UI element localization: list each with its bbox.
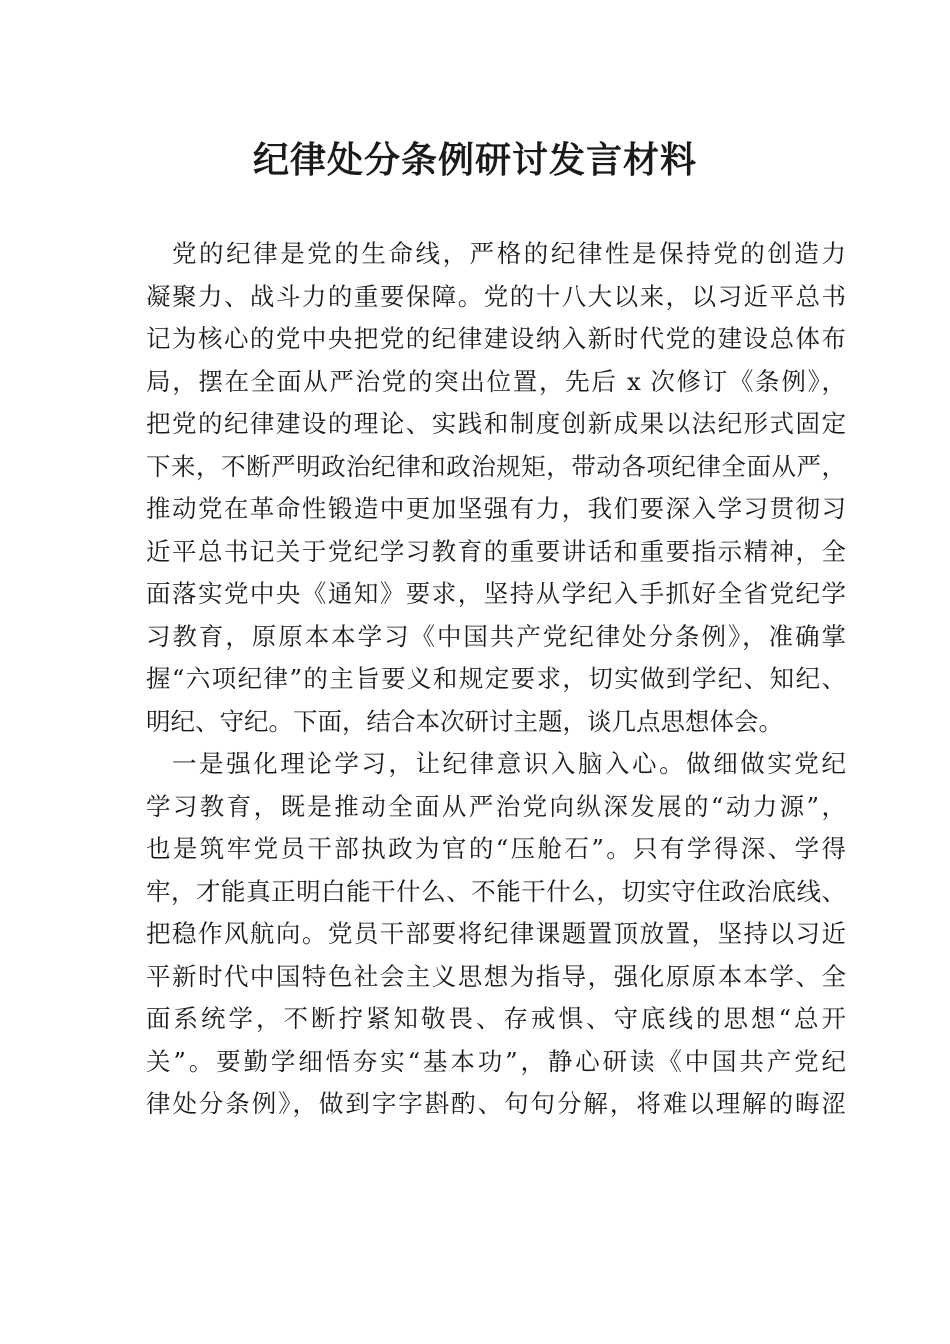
document-body <box>146 233 846 1126</box>
text-line: 也是筑牢党员干部执政为官的“压舱石”。只有学得深、学得 <box>146 834 846 863</box>
text-line: 学习教育，既是推动全面从严治党向纵深发展的“动力源”， <box>146 791 846 821</box>
text-line: 把稳作风航向。党员干部要将纪律课题置顶放置，坚持以习近 <box>146 919 846 948</box>
text-line: 平新时代中国特色社会主义思想为指导，强化原原本本学、全 <box>146 961 846 991</box>
text-line: 明纪、守纪。下面，结合本次研讨主题，谈几点思想体会。 <box>146 706 783 736</box>
text-line: 下来，不断严明政治纪律和政治规矩，带动各项纪律全面从严， <box>146 451 846 481</box>
text-line: 关”。要勤学细悟夯实“基本功”，静心研读《中国共产党纪 <box>146 1046 846 1076</box>
text-line: 律处分条例》，做到字字斟酌、句句分解，将难以理解的晦涩 <box>146 1089 846 1118</box>
text-line: 把党的纪律建设的理论、实践和制度创新成果以法纪形式固定 <box>146 409 846 438</box>
text-line: 党的纪律是党的生命线，严格的纪律性是保持党的创造力 <box>172 239 846 268</box>
text-line: 局，摆在全面从严治党的突出位置，先后 x 次修订《条例》， <box>146 366 846 396</box>
text-line: 近平总书记关于党纪学习教育的重要讲话和重要指示精神，全 <box>146 536 846 566</box>
text-line: 面落实党中央《通知》要求，坚持从学纪入手抓好全省党纪学 <box>146 579 846 608</box>
text-line: 习教育，原原本本学习《中国共产党纪律处分条例》，准确掌 <box>146 621 846 651</box>
text-line: 牢，才能真正明白能干什么、不能干什么，切实守住政治底线、 <box>146 876 846 906</box>
text-line: 握“六项纪律”的主旨要义和规定要求，切实做到学纪、知纪、 <box>146 664 846 693</box>
text-line: 记为核心的党中央把党的纪律建设纳入新时代党的建设总体布 <box>146 324 846 353</box>
text-line: 推动党在革命性锻造中更加坚强有力，我们要深入学习贯彻习 <box>146 494 846 523</box>
text-line: 凝聚力、战斗力的重要保障。党的十八大以来，以习近平总书 <box>146 281 846 311</box>
text-line: 面系统学，不断拧紧知敬畏、存戒惧、守底线的思想“总开 <box>146 1004 846 1033</box>
document-title: 纪律处分条例研讨发言材料 <box>252 139 697 181</box>
text-line: 一是强化理论学习，让纪律意识入脑入心。做细做实党纪 <box>172 749 846 778</box>
